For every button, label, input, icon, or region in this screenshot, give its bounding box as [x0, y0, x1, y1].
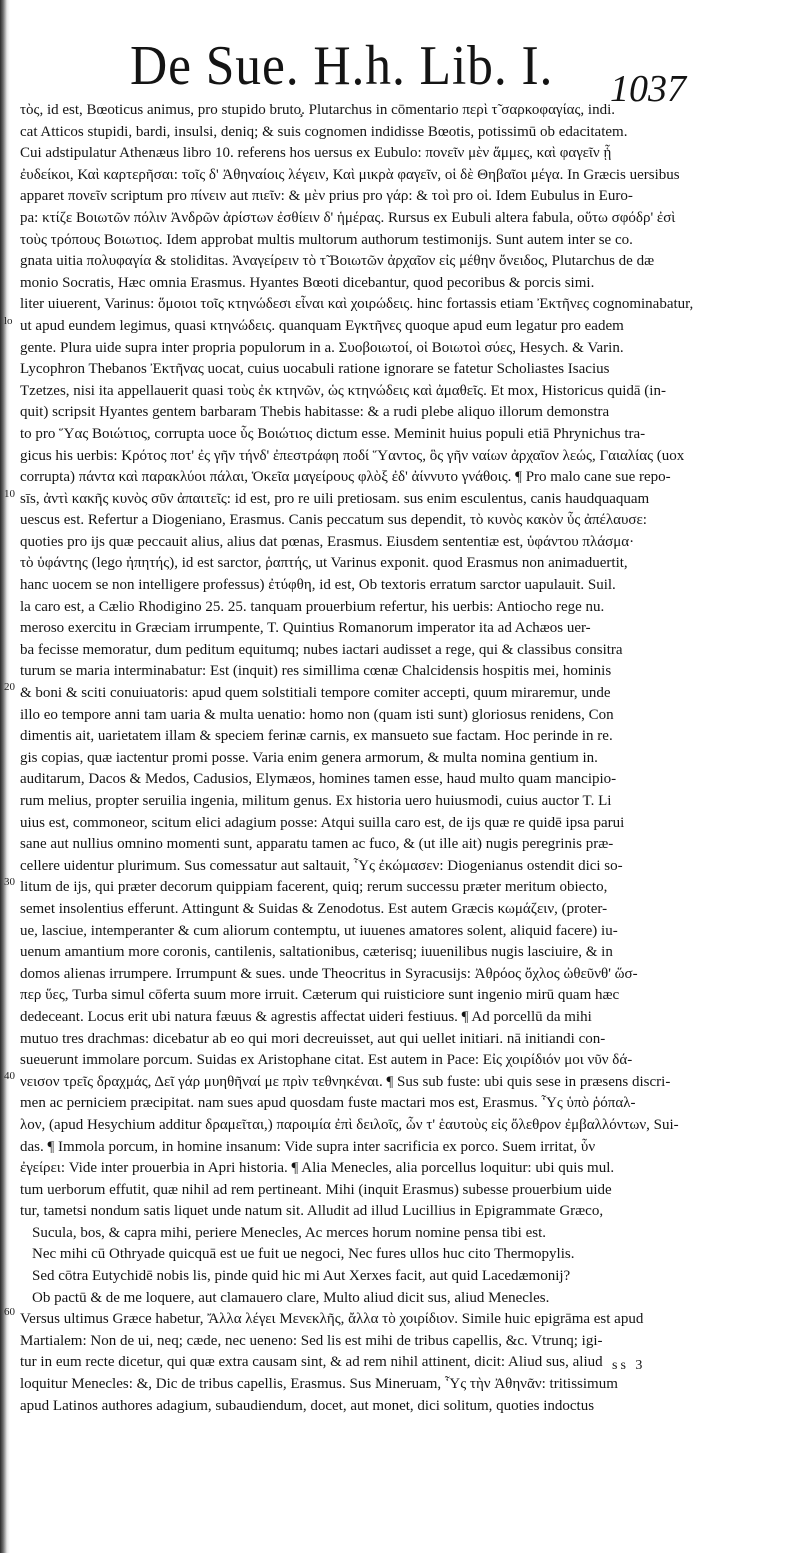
text-line: sīs, ἀντὶ κακῆς κυνὸς σῦν ἀπαιτεῖς: id est, pro re uili pretiosam. sus enim esculentus, canis haudquaquam — [20, 490, 650, 507]
text-line: la caro est, a Cælio Rhodigino 25. 25. tanquam prouerbium refertur, his uerbis: Antiocho rege nu. — [20, 598, 605, 615]
text-line: ἐγείρει: Vide inter prouerbia in Apri historia. ¶ Alia Menecles, alia porcellus loquitur: ubi quis mul. — [20, 1160, 615, 1177]
text-line: quit) scripsit Hyantes gentem barbaram Thebis habitasse: & a rudi plebe aliquo illorum demonstra — [20, 404, 610, 421]
text-line: & boni & sciti conuiuatoris: apud quem solstitiali tempore comiter accepti, quum miraremur, unde — [20, 685, 611, 702]
text-line: apud Latinos authores adagium, subaudiendum, docet, aut monet, dici solitum, quoties indoctus — [20, 1397, 595, 1414]
text-line: ue, lasciue, intemperanter & cum aliorum contemptu, ut iuuenes amatores solent, aliquid facere) iu- — [20, 922, 618, 939]
text-line: monio Socratis, Hæc omnia Erasmus. Hyantes Bœoti dicebantur, quod pecoribus & porcis simi. — [20, 274, 595, 291]
text-line: das. ¶ Immola porcum, in homine insanum: Vide supra inter sacrificia ex porco. Suem irritat, ὗν — [20, 1138, 596, 1155]
verse-line: Ob pactū & de me loquere, aut clamauero clare, Multo aliud dicit sus, aliud Menecles. — [32, 1289, 550, 1306]
text-line: gente. Plura uide supra inter propria populorum in a. Συοβοιωτοί, οἱ Βοιωτοὶ σύες, Hesych. & Varin. — [20, 339, 624, 356]
margin-line-number: lo — [4, 315, 13, 327]
text-line: sane aut nullius omnino momenti sunt, apparatu tamen ac fuco, & (ut ille ait) nugis peregrinis præ- — [20, 836, 614, 853]
text-line: illo eo tempore anni tam uaria & multa uenatio: homo non (quam isti sunt) gloriosus renidens, Con — [20, 706, 614, 723]
text-line: νεισον τρεῖς δραχμάς, Δεῖ γάρ μυηθῆναί με πρὶν τεθνηκέναι. ¶ Sus sub fuste: ubi quis sese in præsens discri- — [20, 1073, 671, 1090]
text-line: Tzetzes, nisi ita appellauerit quasi τοὺς ἐκ κτηνῶν, ὡς κτηνώδεις καὶ ἀμαθεῖς. Et mox, Historicus quidā (in- — [20, 382, 666, 399]
text-line: gnata uitia πολυφαγία & stoliditas. Ἀναγείρειν τὸ τ̃ Βοιωτῶν ἀρχαῖον εἰς μέθην ὄνειδος, Plutarchus de dæ — [20, 253, 655, 270]
verse-line: Sed cōtra Eutychidē nobis lis, pinde quid hic mi Aut Xerxes facit, aut quid Lacedæmonij? — [32, 1268, 571, 1285]
page-binding-edge — [0, 0, 10, 1553]
text-line: ut apud eundem legimus, quasi κτηνώδεις. quanquam Εγκτῆνες quoque apud eum legatur pro eadem — [20, 317, 624, 334]
text-line: men ac perniciem præcipitat. nam sues apud quosdam fuste mactari mos est, Erasmus. Ὗς ὑπὸ ῥόπαλ- — [20, 1095, 636, 1112]
margin-line-number: 10 — [4, 488, 15, 500]
body-text-column — [20, 100, 712, 1417]
text-line: sueuerunt immolare porcum. Suidas ex Aristophane citat. Est autem in Pace: Εἰς χοιρίδιόν μοι νῦν δά- — [20, 1052, 633, 1069]
text-line: tur, tametsi nondum satis liquet unde natum sit. Alludit ad illud Lucillius in Epigrammate Græco, — [20, 1203, 604, 1220]
text-line: τὸ ὑφάντης (lego ἠπητής), id est sarctor, ῥαπτής, ut Varinus exponit. quod Erasmus non animaduertit, — [20, 555, 628, 572]
text-line: quoties pro ijs quæ peccauit alius, alius dat pœnas, Erasmus. Eiusdem sententiæ est, ὑφάντου πλάσμα· — [20, 533, 635, 550]
text-line: uenum amantium more coronis, cantilenis, saltationibus, cæterisq; iuuenilibus nugis lasciuire, & in — [20, 944, 613, 961]
text-line: corrupta) πάντα καὶ παρακλύοι πάλαι, Ὁκεῖα μαγείρους φλὸξ ἐδ' ἀίννυτο γνάθοις. ¶ Pro malo cane sue repo- — [20, 469, 671, 486]
text-line: mutuo tres drachmas: dicebatur ab eo qui mori decreuisset, aut qui uellet initiari. nā initiandi con- — [20, 1030, 606, 1047]
text-line: auditarum, Dacos & Medos, Cadusios, Elymæos, homines tamen esse, haud multo quam mancipio- — [20, 771, 617, 788]
text-line: rum melius, propter seruilia ingenia, militum genus. Ex historia uero huiusmodi, cuius auctor T. Li — [20, 793, 612, 809]
text-line: uius est, commoneor, scitum elici adagium posse: Atqui suilla caro est, de ijs quæ re quidē ipsa parui — [20, 814, 625, 831]
text-line: tur in eum recte dicetur, qui quæ extra causam sint, & ad rem nihil attinent, dicit: Aliud sus, aliud — [20, 1354, 603, 1371]
text-line: Lycophron Thebanos Ἐκτῆνας uocat, cuius uocabuli ratione ignorare se fatetur Scholiastes Isacius — [20, 361, 610, 378]
page-number: 1037 — [610, 68, 686, 110]
text-line: pa: κτίζε Βοιωτῶν πόλιν Ἀνδρῶν ἀρίστων ἐσθίειν δ' ἡμέρας. Rursus ex Eubuli altera fabula, οὕτω σφόδρ' ἐσὶ — [20, 209, 676, 226]
text-line: turum se maria interminabatur: Est (inquit) res simillima cœnæ Chalcidensis hospitis mei, hominis — [20, 663, 612, 680]
text-line: τοὺς τρόπους Βοιωτιος. Idem approbat multis multorum authorum testimonijs. Sunt autem inter se co. — [20, 231, 633, 248]
text-line: loquitur Menecles: &, Dic de tribus capellis, Erasmus. Sus Mineruam, Ὗς τὴν Ἀθηνᾶν: tritissimum — [20, 1376, 618, 1393]
margin-line-number: 40 — [4, 1070, 15, 1082]
text-line: gicus his uerbis: Κρότος ποτ' ἐς γῆν τήνδ' ἐπεστράφη ποδί Ὕαντος, ὃς γῆν ναίων ἀρχαῖον λεώς, Γαιαλίας (uox — [20, 447, 685, 464]
text-line: cat Atticos stupidi, bardi, insulsi, deniq; & suis cognomen indidisse Bœotis, potissimū ob edacitatem. — [20, 123, 628, 140]
text-line: gis copias, quæ iactentur promi posse. Varia enim genera armorum, & multa nomina gentium in. — [20, 749, 598, 766]
text-line: ba fecisse memoratur, dum peditum equitumq; nubes iactari audisset a rege, qui & classibus consitra — [20, 641, 623, 658]
text-line: cellere uidentur plurimum. Sus comessatur aut saltauit, Ὗς ἐκώμασεν: Diogenianus ostendit dici so- — [20, 857, 623, 874]
text-line: uescus est. Refertur a Diogeniano, Erasmus. Canis peccatum sus dependit, τὸ κυνὸς κακὸν ὗς ἀπέλαυσε: — [20, 512, 647, 529]
text-line: liter uiuerent, Varinus: ὅμοιοι τοῖς κτηνώδεσι εἶναι καὶ χοιρώδεις. hinc fortassis etiam Ἐκτῆνες cognominabatur, — [20, 296, 694, 313]
margin-line-number: 60 — [4, 1306, 15, 1318]
text-line: litum de ijs, qui præter decorum quippiam facerent, quiq; rerum successu præter meritum obiecto, — [20, 879, 608, 896]
text-line: τὸς, id est, Bœoticus animus, pro stupido bruto̧. Plutarchus in cōmentario περὶ τ̃ σαρκοφαγίας, indi. — [20, 102, 615, 118]
verse-line: Sucula, bos, & capra mihi, periere Menecles, Ac merces horum nomine pensa tibi est. — [32, 1224, 547, 1241]
text-line: to pro Ὕας Βοιώτιος, corrupta uoce ὗς Βοιώτιος dictum esse. Meminit huius populi etiā Phrynichus tra- — [20, 425, 646, 442]
margin-line-number: 20 — [4, 681, 15, 693]
text-line: Versus ultimus Græce habetur, Ἄλλα λέγει Μενεκλῆς, ἄλλα τὸ χοιρίδιον. Simile huic epigrāma est apud — [20, 1311, 644, 1328]
text-line: domos alienas irrumpere. Irrumpunt & sues. unde Theocritus in Syracusijs: Ἀθρόος ὄχλος ὠθεῦνθ' ὥσ- — [20, 965, 638, 982]
text-line: meroso exercitu in Græciam irrumpente, T. Quintius Romanorum imperator ita ad Achæos uer- — [20, 620, 591, 637]
margin-line-number: 30 — [4, 876, 15, 888]
text-line: tum uerborum effutit, quæ nihil ad rem pertineant. Mihi (inquit Erasmus) subesse prouerbium uide — [20, 1181, 612, 1198]
text-line: apparet πονεῖν scriptum pro πίνειν aut πιεῖν: & μὲν prius pro γάρ: & τοὶ pro οἱ. Idem Eubulus in Euro- — [20, 188, 633, 205]
text-line: dimentis ait, uarietatem illam & speciem ferinæ carnis, ex mansueto sue factam. Hoc perinde in re. — [20, 728, 613, 745]
running-head-title: De Sue. H.h. Lib. I. — [130, 35, 554, 97]
text-line: περ ὕες, Turba simul cōferta suum more irruit. Cæterum qui ruisticiore sunt ingenio mirū quam hæc — [20, 987, 620, 1004]
text-line: dedeceant. Locus erit ubi natura fæuus & agrestis affectat uideri festiuus. ¶ Ad porcellū da mihi — [20, 1008, 592, 1025]
signature-mark: ss 3 — [612, 1358, 646, 1373]
text-line: Martialem: Non de ui, neq; cæde, nec ueneno: Sed lis est mihi de tribus capellis, &c. Vtrunq; igi- — [20, 1332, 603, 1349]
text-line: Cui adstipulatur Athenæus libro 10. referens hos uersus ex Eubulo: πονεῖν μὲν ἅμμες, καὶ φαγεῖν ᾗ — [20, 145, 612, 162]
text-line: ἐυδείκοι, Καὶ καρτερῆσαι: τοῖς δ' Ἀθηναίοις λέγειν, Καὶ μικρὰ φαγεῖν, οἱ δὲ Θηβαῖοι μέγα. In Græcis uersibus — [20, 166, 680, 183]
verse-line: Nec mihi cū Othryade quicquā est ue fuit ue negoci, Nec fures ullos huc cito Thermopylis. — [32, 1246, 575, 1263]
text-line: semet insolentius efferunt. Attingunt & Suidas & Zenodotus. Est autem Græcis κωμάζειν, (proter- — [20, 900, 608, 917]
text-line: λον, (apud Hesychium additur δραμεῖται,) παροιμία ἐπὶ δειλοῖς, ὧν τ' ἑαυτοὺς εἰς ὄλεθρον ἐμβαλλόντων, Sui- — [20, 1116, 679, 1133]
text-line: hanc uocem se non intelligere professus) ἐτύφθη, id est, Ob textoris erratum sarctor uapulauit. Suil. — [20, 577, 616, 594]
